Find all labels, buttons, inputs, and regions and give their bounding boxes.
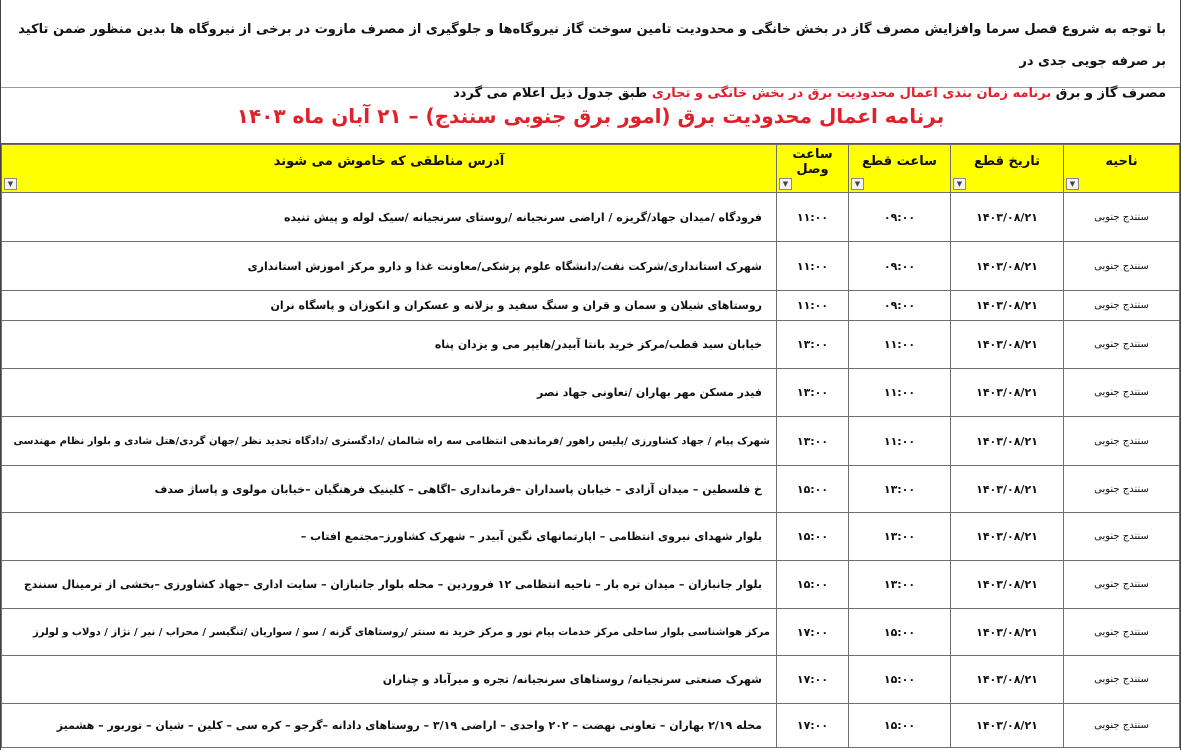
header-on-time-label: ساعت وصل	[792, 146, 833, 177]
cell-off-time: ۱۵:۰۰	[849, 656, 951, 704]
cell-address: خیابان سید قطب/مرکز خرید بانتا آبیدر/هایپر می و یزدان پناه	[2, 321, 777, 369]
intro-line-1: با توجه به شروع فصل سرما وافزایش مصرف گاز در بخش خانگی و محدودیت تامین سوخت گاز نیروگاه‌ها و جلوگیری از مصرف مازوت در برخی از نیروگاه ها بدین منظور ضمن تاکید بر صرفه جویی جدی در	[18, 22, 1166, 69]
cell-address: بلوار شهدای نیروی انتظامی – اپارتمانهای نگین آبیدر – شهرک کشاورز–مجتمع افتاب –	[2, 513, 777, 561]
cell-date: ۱۴۰۳/۰۸/۲۱	[951, 609, 1064, 656]
cell-off-time: ۱۵:۰۰	[849, 609, 951, 656]
cell-region: سنندج جنوبی	[1064, 513, 1180, 561]
cell-address: فرودگاه /میدان جهاد/گریزه / اراضی سرنجیانه /روستای سرنجیانه /سیک لوله و پیش تنیده	[2, 193, 777, 242]
header-address	[2, 145, 777, 193]
cell-off-time: ۰۹:۰۰	[849, 291, 951, 321]
cell-on-time: ۱۱:۰۰	[777, 193, 849, 242]
cell-region: سنندج جنوبی	[1064, 417, 1180, 466]
cell-address: روستاهای شیلان و سمان و قران و سنگ سفید و بزلانه و عسکران و انکوزان و پاسگاه نران	[2, 291, 777, 321]
header-on-time	[777, 145, 849, 193]
cell-off-time: ۱۱:۰۰	[849, 321, 951, 369]
filter-active-icon[interactable]: ▼	[1066, 178, 1079, 190]
cell-region: سنندج جنوبی	[1064, 466, 1180, 513]
cell-region: سنندج جنوبی	[1064, 369, 1180, 417]
header-region	[1064, 145, 1180, 193]
cell-on-time: ۱۷:۰۰	[777, 656, 849, 704]
header-address-label: آدرس مناطقی که خاموش می شوند	[273, 154, 505, 169]
table-row	[2, 466, 1180, 513]
cell-region: سنندج جنوبی	[1064, 609, 1180, 656]
cell-address: مرکز هواشناسی بلوار ساحلی مرکز خدمات پیام نور و مرکز خرید نه سنتر /روستاهای گزنه / سو / سواریان /تنگیسر / محراب / نیر / نژاز / دولاب و لولرز	[2, 609, 777, 656]
cell-address: محله ۲/۱۹ بهاران – تعاونی نهضت – ۲۰۲ واحدی – اراضی ۳/۱۹ – روستاهای دادانه –گرجو – کره سی – کلین – شیان – توربور – هشمیز	[2, 704, 777, 748]
cell-date: ۱۴۰۳/۰۸/۲۱	[951, 369, 1064, 417]
cell-on-time: ۱۵:۰۰	[777, 513, 849, 561]
cell-region: سنندج جنوبی	[1064, 242, 1180, 291]
cell-on-time: ۱۷:۰۰	[777, 704, 849, 748]
cell-date: ۱۴۰۳/۰۸/۲۱	[951, 417, 1064, 466]
table-row	[2, 561, 1180, 609]
table-row	[2, 193, 1180, 242]
cell-region: سنندج جنوبی	[1064, 291, 1180, 321]
dropdown-arrow-icon[interactable]: ▼	[779, 178, 792, 190]
dropdown-arrow-icon[interactable]: ▼	[851, 178, 864, 190]
table-row	[2, 704, 1180, 748]
dropdown-arrow-icon[interactable]: ▼	[953, 178, 966, 190]
header-off-time-label: ساعت قطع	[862, 154, 937, 169]
header-region-label: ناحیه	[1105, 154, 1138, 169]
cell-address: فیدر مسکن مهر بهاران /تعاونی جهاد نصر	[2, 369, 777, 417]
dropdown-arrow-icon[interactable]: ▼	[4, 178, 17, 190]
header-date-label: تاریخ قطع	[973, 154, 1041, 169]
cell-on-time: ۱۱:۰۰	[777, 242, 849, 291]
cell-region: سنندج جنوبی	[1064, 656, 1180, 704]
cell-date: ۱۴۰۳/۰۸/۲۱	[951, 291, 1064, 321]
cell-address: شهرک صنعتی سرنجیانه/ روستاهای سرنجیانه/ تجره و میرآباد و چناران	[2, 656, 777, 704]
table-row	[2, 242, 1180, 291]
cell-on-time: ۱۳:۰۰	[777, 321, 849, 369]
cell-off-time: ۱۵:۰۰	[849, 704, 951, 748]
table-row	[2, 369, 1180, 417]
table-row	[2, 513, 1180, 561]
cell-date: ۱۴۰۳/۰۸/۲۱	[951, 321, 1064, 369]
cell-off-time: ۰۹:۰۰	[849, 193, 951, 242]
cell-region: سنندج جنوبی	[1064, 321, 1180, 369]
cell-off-time: ۱۳:۰۰	[849, 466, 951, 513]
intro-highlight: برنامه زمان بندی اعمال محدودیت برق در بخش خانگی و تجاری	[651, 86, 1052, 101]
cell-date: ۱۴۰۳/۰۸/۲۱	[951, 704, 1064, 748]
cell-region: سنندج جنوبی	[1064, 193, 1180, 242]
header-date	[951, 145, 1064, 193]
table-header-row	[2, 145, 1180, 193]
cell-region: سنندج جنوبی	[1064, 704, 1180, 748]
cell-address: شهرک استانداری/شرکت نفت/دانشگاه علوم پزشکی/معاونت غذا و دارو مرکز اموزش استانداری	[2, 242, 777, 291]
cell-on-time: ۱۳:۰۰	[777, 369, 849, 417]
cell-address: بلوار جانبازان – میدان تره بار – ناحیه انتظامی ۱۲ فروردین – محله بلوار جانبازان – سایت اداری –جهاد کشاورزی –بخشی از ترمینال سنندج	[2, 561, 777, 609]
intro-line-2-start: مصرف گاز و برق	[1051, 86, 1166, 101]
cell-date: ۱۴۰۳/۰۸/۲۱	[951, 242, 1064, 291]
table-row	[2, 291, 1180, 321]
cell-off-time: ۱۳:۰۰	[849, 561, 951, 609]
table-row	[2, 417, 1180, 466]
cell-region: سنندج جنوبی	[1064, 561, 1180, 609]
cell-address: شهرک پیام / جهاد کشاورزی /پلیس راهور /فرماندهی انتظامی سه راه شالمان /دادگستری /دادگاه تجدید نظر /جهان گردی/هتل شادی و بلوار نظام مهندسی	[2, 417, 777, 466]
cell-off-time: ۰۹:۰۰	[849, 242, 951, 291]
cell-off-time: ۱۳:۰۰	[849, 513, 951, 561]
cell-date: ۱۴۰۳/۰۸/۲۱	[951, 513, 1064, 561]
cell-on-time: ۱۵:۰۰	[777, 466, 849, 513]
cell-off-time: ۱۱:۰۰	[849, 417, 951, 466]
header-off-time	[849, 145, 951, 193]
cell-on-time: ۱۷:۰۰	[777, 609, 849, 656]
cell-date: ۱۴۰۳/۰۸/۲۱	[951, 561, 1064, 609]
table-row	[2, 321, 1180, 369]
page-title: برنامه اعمال محدودیت برق (امور برق جنوبی سنندج) – ۲۱ آبان ماه ۱۴۰۳	[1, 88, 1180, 144]
table-row	[2, 609, 1180, 656]
cell-on-time: ۱۱:۰۰	[777, 291, 849, 321]
cell-on-time: ۱۵:۰۰	[777, 561, 849, 609]
table-row	[2, 656, 1180, 704]
cell-date: ۱۴۰۳/۰۸/۲۱	[951, 656, 1064, 704]
cell-date: ۱۴۰۳/۰۸/۲۱	[951, 466, 1064, 513]
cell-on-time: ۱۳:۰۰	[777, 417, 849, 466]
outage-table	[1, 144, 1180, 748]
cell-date: ۱۴۰۳/۰۸/۲۱	[951, 193, 1064, 242]
cell-off-time: ۱۱:۰۰	[849, 369, 951, 417]
intro-line-2-end: طبق جدول ذیل اعلام می گردد	[453, 86, 652, 101]
intro-notice	[1, 0, 1180, 101]
cell-address: خ فلسطین – میدان آزادی – خیابان پاسداران –فرمانداری –اگاهی – کلینیک فرهنگیان –خیابان مولوی و پاساژ صدف	[2, 466, 777, 513]
